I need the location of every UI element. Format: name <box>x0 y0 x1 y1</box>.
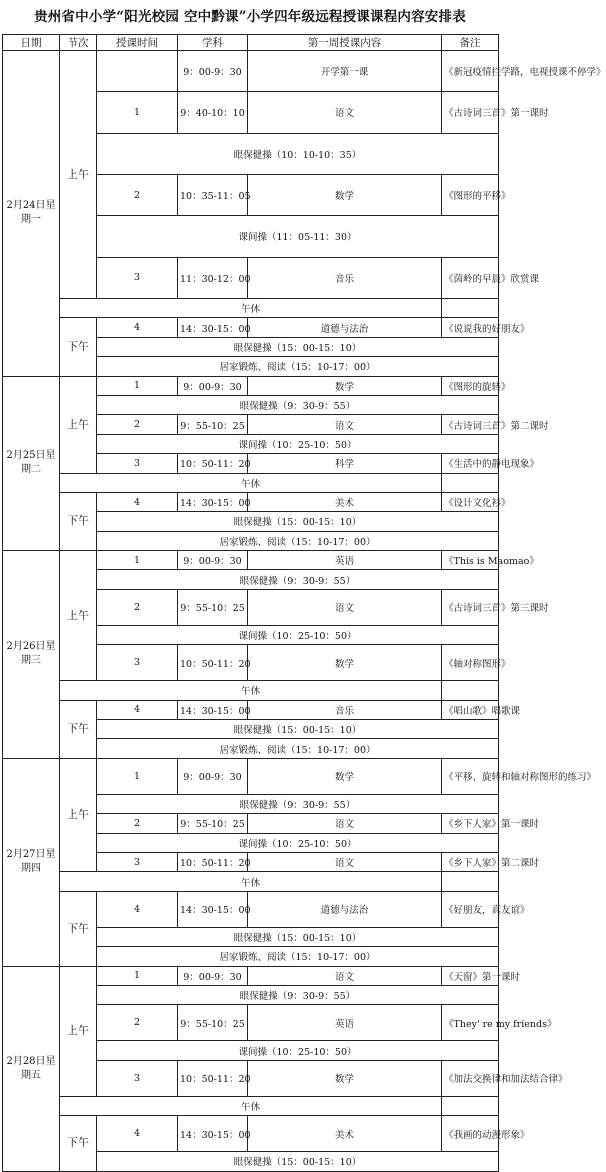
break-activity-cell: 居家锻炼、阅读（15：10-17：00） <box>97 739 499 758</box>
subject-cell: 语文 <box>248 415 442 434</box>
time-cell: 9：00-9：30 <box>178 966 248 985</box>
time-cell: 11：30-12：00 <box>178 257 248 298</box>
time-cell: 14：30-15：00 <box>178 318 248 337</box>
header-row <box>3 35 499 51</box>
period-cell: 4 <box>97 1116 178 1152</box>
period-cell: 2 <box>97 814 178 833</box>
content-cell: 《生活中的静电现象》 <box>442 454 499 473</box>
table-row <box>3 376 499 395</box>
break-activity-cell: 眼保健操（9：30-9：55） <box>97 985 499 1004</box>
subject-cell: 数学 <box>248 1060 442 1096</box>
break-activity-cell: 眼保健操（15：00-15：10） <box>97 1152 499 1171</box>
content-cell: 《This is Maomao》 <box>442 551 499 570</box>
time-cell: 10：50-11：20 <box>178 852 248 871</box>
break-activity-cell: 眼保健操（15：00-15：10） <box>97 720 499 739</box>
content-cell: 《乡下人家》第一课时 <box>442 814 499 833</box>
subject-cell: 数学 <box>248 174 442 215</box>
break-activity-cell: 眼保健操（9：30-9：55） <box>97 570 499 589</box>
morning-label: 上午 <box>60 551 97 681</box>
period-cell: 2 <box>97 1005 178 1041</box>
time-cell: 10：50-11：20 <box>178 645 248 681</box>
time-cell: 9：55-10：25 <box>178 814 248 833</box>
time-cell: 10：35-11：05 <box>178 174 248 215</box>
time-cell: 14：30-15：00 <box>178 700 248 719</box>
subject-cell: 科学 <box>248 454 442 473</box>
subject-cell: 英语 <box>248 551 442 570</box>
subject-cell: 道德与法治 <box>248 318 442 337</box>
header-time: 授课时间 <box>97 35 178 51</box>
table-row <box>3 891 499 927</box>
content-cell: 《说说我的好朋友》 <box>442 318 499 337</box>
content-cell: 《轴对称图形》 <box>442 645 499 681</box>
period-cell: 2 <box>97 174 178 215</box>
table-row <box>3 966 499 985</box>
content-cell: 《设计文化衫》 <box>442 492 499 511</box>
time-cell: 14：30-15：00 <box>178 891 248 927</box>
period-cell: 2 <box>97 415 178 434</box>
time-cell: 9：00-9：30 <box>178 51 248 92</box>
period-cell: 1 <box>97 92 178 133</box>
period-cell: 1 <box>97 376 178 395</box>
table-row <box>3 299 499 318</box>
noon-break-cell: 午休 <box>60 299 442 318</box>
subject-cell: 美术 <box>248 1116 442 1152</box>
table-row <box>3 1096 499 1115</box>
table-row <box>3 681 499 700</box>
content-cell: 《图形的旋转》 <box>442 376 499 395</box>
table-row <box>3 551 499 570</box>
table-row <box>3 318 499 337</box>
note-cell-empty <box>442 299 499 318</box>
break-activity-cell: 眼保健操（9：30-9：55） <box>97 794 499 813</box>
afternoon-label: 下午 <box>60 492 97 550</box>
content-cell: 《古诗词三首》第二课时 <box>442 415 499 434</box>
period-cell: 1 <box>97 758 178 794</box>
period-cell: 4 <box>97 891 178 927</box>
subject-cell: 语文 <box>248 852 442 871</box>
noon-break-cell: 午休 <box>60 1096 442 1115</box>
subject-cell: 数学 <box>248 645 442 681</box>
table-row <box>3 1116 499 1152</box>
subject-cell: 美术 <box>248 492 442 511</box>
subject-cell: 语文 <box>248 92 442 133</box>
break-activity-cell: 课间操（10：25-10：50） <box>97 434 499 453</box>
period-cell: 4 <box>97 700 178 719</box>
content-cell: 《乡下人家》第二课时 <box>442 852 499 871</box>
content-cell: 《唱山歌》唱歌课 <box>442 700 499 719</box>
noon-break-cell: 午休 <box>60 872 442 891</box>
break-activity-cell: 眼保健操（10：10-10：35） <box>97 133 499 174</box>
subject-cell: 音乐 <box>248 700 442 719</box>
table-row <box>3 492 499 511</box>
afternoon-label: 下午 <box>60 891 97 966</box>
afternoon-label: 下午 <box>60 318 97 376</box>
time-cell: 9：55-10：25 <box>178 1005 248 1041</box>
subject-cell: 语文 <box>248 589 442 625</box>
break-activity-cell: 眼保健操（15：00-15：10） <box>97 927 499 946</box>
time-cell: 9：55-10：25 <box>178 415 248 434</box>
table-row <box>3 758 499 794</box>
time-cell: 9：00-9：30 <box>178 551 248 570</box>
header-period: 节次 <box>60 35 97 51</box>
time-cell: 9：55-10：25 <box>178 589 248 625</box>
break-activity-cell: 课间操（11：05-11：30） <box>97 216 499 257</box>
content-cell: 《我画的动漫形象》 <box>442 1116 499 1152</box>
period-cell: 4 <box>97 318 178 337</box>
period-cell: 3 <box>97 454 178 473</box>
break-activity-cell: 居家锻炼、阅读（15：10-17：00） <box>97 531 499 550</box>
content-cell: 《茵岭的早晨》欣赏课 <box>442 257 499 298</box>
content-cell: 《古诗词三首》第一课时 <box>442 92 499 133</box>
header-content: 第一周授课内容 <box>248 35 442 51</box>
date-cell: 2月25日星期二 <box>3 376 60 551</box>
morning-label: 上午 <box>60 758 97 872</box>
period-cell: 1 <box>97 966 178 985</box>
time-cell: 9：00-9：30 <box>178 376 248 395</box>
period-cell: 1 <box>97 551 178 570</box>
content-cell: 《好朋友，真友谊》 <box>442 891 499 927</box>
content-cell: 《图形的平移》 <box>442 174 499 215</box>
time-cell: 10：50-11：20 <box>178 1060 248 1096</box>
date-cell: 2月27日星期四 <box>3 758 60 966</box>
noon-break-cell: 午休 <box>60 473 442 492</box>
subject-cell: 音乐 <box>248 257 442 298</box>
period-cell: 4 <box>97 492 178 511</box>
afternoon-label: 下午 <box>60 700 97 758</box>
break-activity-cell: 课间操（10：25-10：50） <box>97 833 499 852</box>
date-cell: 2月26日星期三 <box>3 551 60 759</box>
date-cell: 2月24日星期一 <box>3 51 60 377</box>
period-cell: 3 <box>97 1060 178 1096</box>
content-cell: 《天窗》第一课时 <box>442 966 499 985</box>
break-activity-cell: 课间操（10：25-10：50） <box>97 1041 499 1060</box>
period-cell <box>97 51 178 92</box>
break-activity-cell: 课间操（10：25-10：50） <box>97 625 499 644</box>
time-cell: 14：30-15：00 <box>178 492 248 511</box>
subject-cell: 语文 <box>248 814 442 833</box>
morning-label: 上午 <box>60 51 97 299</box>
morning-label: 上午 <box>60 376 97 473</box>
content-cell: 《加法交换律和加法结合律》 <box>442 1060 499 1096</box>
period-cell: 3 <box>97 852 178 871</box>
subject-cell: 道德与法治 <box>248 891 442 927</box>
break-activity-cell: 眼保健操（15：00-15：10） <box>97 337 499 356</box>
content-cell: 《They' re my friends》 <box>442 1005 499 1041</box>
break-activity-cell: 居家锻炼、阅读（15：10-17：00） <box>97 947 499 966</box>
table-row <box>3 872 499 891</box>
subject-cell: 数学 <box>248 376 442 395</box>
page-title: 贵州省中小学“阳光校园 空中黔课”小学四年级远程授课课程内容安排表 <box>34 9 466 25</box>
break-activity-cell: 眼保健操（9：30-9：55） <box>97 395 499 414</box>
header-date: 日期 <box>3 35 60 51</box>
content-cell: 《新冠疫情拦学路，电视授课不停学》 <box>442 51 499 92</box>
morning-label: 上午 <box>60 966 97 1096</box>
time-cell: 14：30-15：00 <box>178 1116 248 1152</box>
time-cell: 10：50-11：20 <box>178 454 248 473</box>
time-cell: 9：40-10：10 <box>178 92 248 133</box>
break-activity-cell: 眼保健操（15：00-15：10） <box>97 512 499 531</box>
table-row <box>3 51 499 92</box>
noon-break-cell: 午休 <box>60 681 442 700</box>
period-cell: 2 <box>97 589 178 625</box>
period-cell: 3 <box>97 257 178 298</box>
date-cell: 2月28日星期五 <box>3 966 60 1171</box>
table-row <box>3 473 499 492</box>
schedule-table <box>2 34 606 1172</box>
break-activity-cell: 居家锻炼、阅读（15：10-17：00） <box>97 357 499 376</box>
subject-cell: 英语 <box>248 1005 442 1041</box>
subject-cell: 语文 <box>248 966 442 985</box>
content-cell: 《古诗词三首》第三课时 <box>442 589 499 625</box>
time-cell: 9：00-9：30 <box>178 758 248 794</box>
content-cell: 《平移、旋转和轴对称图形的练习》 <box>442 758 499 794</box>
subject-cell: 数学 <box>248 758 442 794</box>
header-note: 备注 <box>442 35 499 51</box>
afternoon-label: 下午 <box>60 1116 97 1171</box>
header-subject: 学科 <box>178 35 248 51</box>
period-cell: 3 <box>97 645 178 681</box>
table-row <box>3 700 499 719</box>
subject-cell: 开学第一课 <box>248 51 442 92</box>
